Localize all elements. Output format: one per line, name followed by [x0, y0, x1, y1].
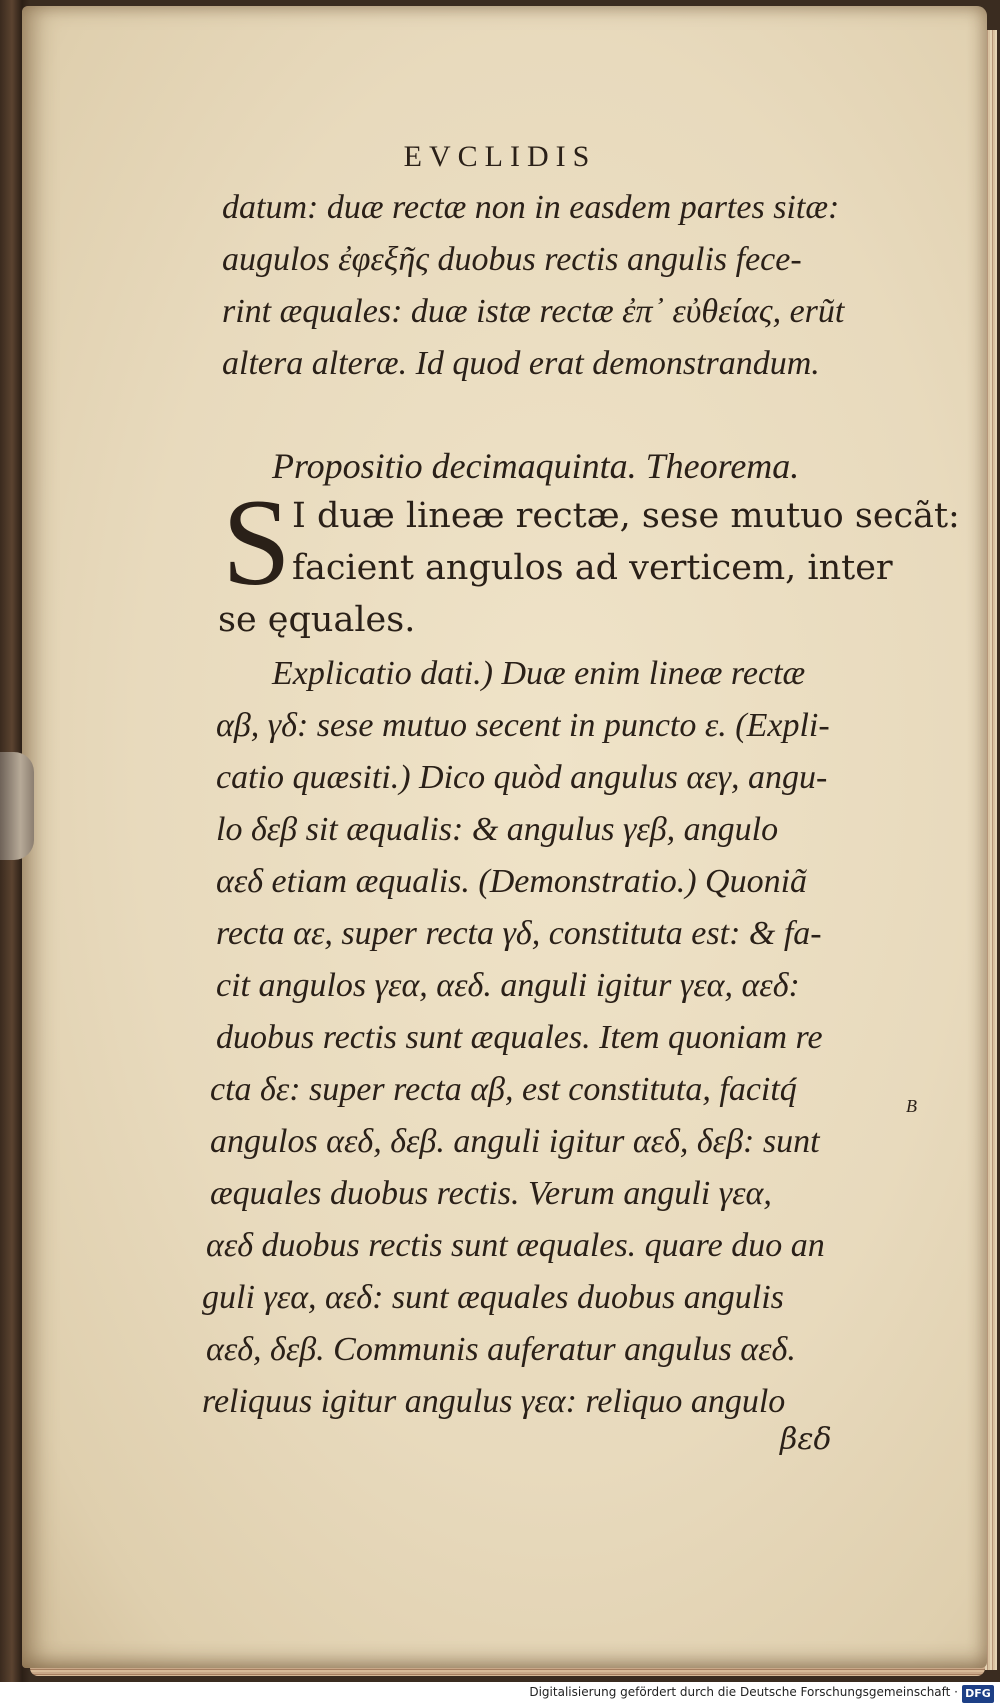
proof-line: cit angulos γεα, αεδ. anguli igitur γεα, αεδ: — [216, 967, 800, 1004]
proof-line: αβ, γδ: sese mutuo secent in puncto ε. (Expli- — [216, 707, 830, 744]
proof-line: guli γεα, αεδ: sunt æquales duobus angulis — [202, 1279, 784, 1316]
proof-line: æquales duobus rectis. Verum anguli γεα, — [210, 1175, 772, 1212]
footer-bar — [0, 1682, 1000, 1708]
proof-line: duobus rectis sunt æquales. Item quoniam re — [216, 1019, 823, 1056]
text-line: altera alteræ. Id quod erat demonstrandum. — [222, 345, 820, 382]
proof-line: Explicatio dati.) Duæ enim lineæ rectæ — [272, 655, 806, 692]
catchword: βεδ — [780, 1422, 832, 1457]
proof-line: recta αε, super recta γδ, constituta est: & fa- — [216, 915, 822, 952]
enunciation-line: I duæ lineæ rectæ, sese mutuo secãt: — [292, 496, 960, 536]
enunciation-line: se ęquales. — [218, 600, 416, 640]
text-line: datum: duæ rectæ non in easdem partes sitæ: — [222, 189, 840, 226]
proof-line: catio quæsiti.) Dico quòd angulus αεγ, angu- — [216, 759, 828, 796]
proof-line: lo δεβ sit æqualis: & angulus γεβ, angulo — [216, 811, 779, 848]
running-head: EVCLIDIS — [403, 140, 597, 173]
proof-line: angulos αεδ, δεβ. anguli igitur αεδ, δεβ: sunt — [210, 1123, 820, 1160]
proof-line: cta δε: super recta αβ, est constituta, facitq́ — [210, 1071, 797, 1108]
funding-credit: Digitalisierung gefördert durch die Deutsche Forschungsgemeinschaft · — [529, 1685, 958, 1699]
proposition-title: Propositio decimaquinta. Theorema. — [272, 446, 800, 486]
proof-line: reliquus igitur angulus γεα: reliquo angulo — [202, 1383, 786, 1420]
dfg-logo: DFG — [962, 1685, 994, 1703]
text-line: augulos ἐφεξῆς duobus rectis angulis fece- — [222, 241, 802, 278]
text-line: rint æquales: duæ istæ rectæ ἐπ᾽ εὐθείας, erũt — [222, 293, 845, 330]
margin-mark: B — [906, 1096, 917, 1116]
drop-cap: S — [222, 474, 291, 611]
enunciation-line: facient angulos ad verticem, inter — [292, 548, 893, 588]
proof-line: αεδ, δεβ. Communis auferatur angulus αεδ. — [206, 1331, 796, 1368]
proof-line: αεδ duobus rectis sunt æquales. quare duo an — [206, 1227, 825, 1264]
binding-clasp — [0, 752, 34, 860]
proof-line: αεδ etiam æqualis. (Demonstratio.) Quoniã — [216, 863, 808, 900]
